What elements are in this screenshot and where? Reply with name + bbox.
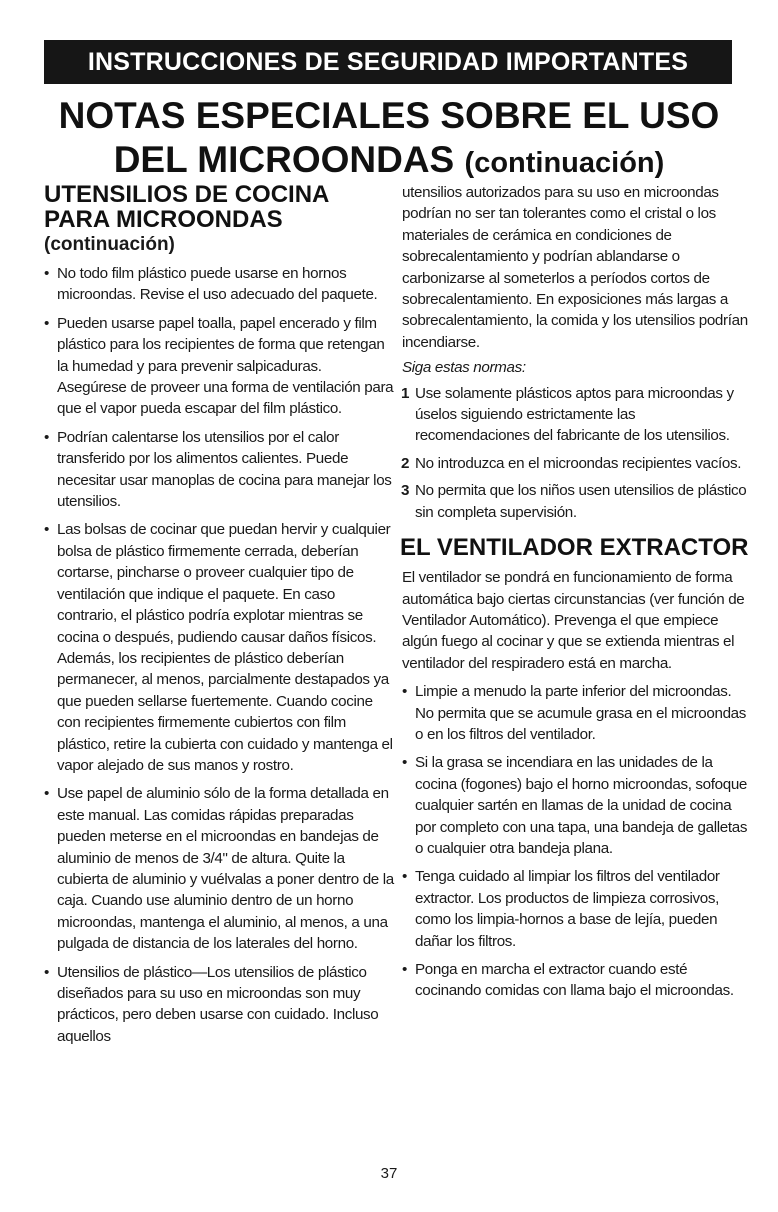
title-line-2-main: DEL MICROONDAS [113,139,455,180]
title-suffix: (continuación) [464,147,665,179]
list-item [44,962,394,1048]
list-item [44,427,394,513]
rule-text: No permita que los niños usen utensilios de plástico sin completa supervisión. [415,482,747,521]
right-column [402,182,752,1009]
bullet-icon: • [402,683,407,701]
section-banner [44,40,732,84]
list-item-text: Pueden usarse papel toalla, papel encerado y film plástico para los recipientes de forma que retengan la humedad y para prevenir salpicaduras. Asegúrese de proveer una forma de ventilación para que el vapor pueda escapar del film plástico. [57,314,394,418]
list-item-text: Tenga cuidado al limpiar los filtros del ventilador extractor. Los productos de limpieza corrosivos, como los limpia-hornos a base de lejía, pueden dañar los filtros. [415,868,720,950]
page-number: 37 [380,1165,398,1182]
list-item [44,313,394,420]
vent-fan-heading: EL VENTILADOR EXTRACTOR [400,534,749,562]
bullet-icon: • [402,868,407,886]
bullet-icon: • [44,521,49,539]
cookware-heading-line-2: PARA MICROONDAS [44,206,283,233]
list-item-text: No todo film plástico puede usarse en hornos microondas. Revise el uso adecuado del paquete. [57,265,378,304]
list-item [402,866,752,952]
list-item-text: Utensilios de plástico—Los utensilios de plástico diseñados para su uso en microondas son muy prácticos, pero deben usarse con cuidado. Incluso aquellos [57,963,379,1045]
list-item-text: Las bolsas de cocinar que puedan hervir y cualquier bolsa de plástico firmemente cerrada, deberían cortarse, pincharse o proveer cualquier tipo de ventilación que indique el paquete. En caso contrario, el plástico podría explotar mientras se cocina o después, pudiendo causar daños físicos. Además, los recipientes de plástico deberían permanecer, al menos, parcialmente destapados ya que pueden sellarse fuertemente. Cuando cocine con recipientes firmemente cubiertos con film plástico, retire la cubierta con cuidado y mantenga el vapor alejado de sus manos y rostro. [57,521,393,774]
list-item [402,752,752,859]
list-item [402,681,752,745]
bullet-icon: • [44,428,49,446]
rule-item [402,453,752,474]
rule-number: 2 [401,454,410,472]
rules-intro: Siga estas normas: [402,359,526,377]
list-item [44,519,394,776]
cookware-heading-line-1: UTENSILIOS DE COCINA [44,181,330,208]
continuation-paragraph: utensilios autorizados para su uso en microondas podrían no ser tan tolerantes como el cristal o los materiales de cerámica en condiciones de sobrecalentamiento y podrían ablandarse o carbonizarse al someterlos a períodos cortos de sobrecalentamiento. En exposiciones más largas a sobrecalentamiento, la comida y los utensilios podrían incendiarse. [402,184,748,351]
vent-fan-bullet-list [402,681,752,1002]
bullet-icon: • [402,754,407,772]
list-item [402,959,752,1002]
rule-number: 3 [401,482,410,500]
bullet-icon: • [44,314,49,332]
rule-text: Use solamente plásticos aptos para microondas y úselos siguiendo estrictamente las recomendaciones del fabricante de los utensilios. [415,384,734,445]
bullet-icon: • [402,961,407,978]
bullet-icon: • [44,785,49,803]
bullet-icon: • [44,265,49,282]
rule-item [402,383,752,447]
title-line-1: NOTAS ESPECIALES SOBRE EL USO [58,95,720,136]
cookware-heading [44,182,394,232]
vent-fan-intro: El ventilador se pondrá en funcionamiento de forma automática bajo ciertas circunstancias (ver función de Ventilador Automático). Prevenga el que empiece algún fuego al cocinar y que se extienda mientras el ventilador del respiradero está en marcha. [402,569,745,672]
list-item-text: Podrían calentarse los utensilios por el calor transferido por los alimentos calientes. Puede necesitar usar manoplas de cocina para manejar los utensilios. [57,428,392,511]
cookware-bullet-list [44,263,394,1047]
page-title [0,94,778,185]
list-item-text: Limpie a menudo la parte inferior del microondas. No permita que se acumule grasa en el microondas o en los filtros del ventilador. [415,683,747,743]
list-item-text: Si la grasa se incendiara en las unidades de la cocina (fogones) bajo el horno microondas, sofoque cualquier sartén en llamas de la unidad de cocina por completo con una tapa, una bandeja de galletas o cualquier otra bandeja plana. [415,754,748,857]
banner-text: INSTRUCCIONES DE SEGURIDAD IMPORTANTES [87,47,689,76]
list-item-text: Ponga en marcha el extractor cuando esté cocinando comidas con llama bajo el microondas. [415,961,734,1000]
left-column [44,182,394,1054]
list-item-text: Use papel de aluminio sólo de la forma detallada en este manual. Las comidas rápidas preparadas pueden meterse en el microondas en bandejas de aluminio de menos de 3/4" de altura. Quite la cubierta de aluminio y vuélvalas a poner dentro de la caja. Cuando use aluminio dentro de un horno microondas, mantenga el aluminio, al menos, a una pulgada de distancia de los laterales del horno. [57,785,394,953]
rule-item [402,480,752,523]
rule-text: No introduzca en el microondas recipientes vacíos. [415,454,742,472]
rule-number: 1 [401,384,410,402]
bullet-icon: • [44,963,49,981]
list-item [44,783,394,954]
cookware-subheading: (continuación) [44,234,175,255]
rules-list [402,383,752,523]
title-line-2 [0,138,778,185]
list-item [44,263,394,306]
